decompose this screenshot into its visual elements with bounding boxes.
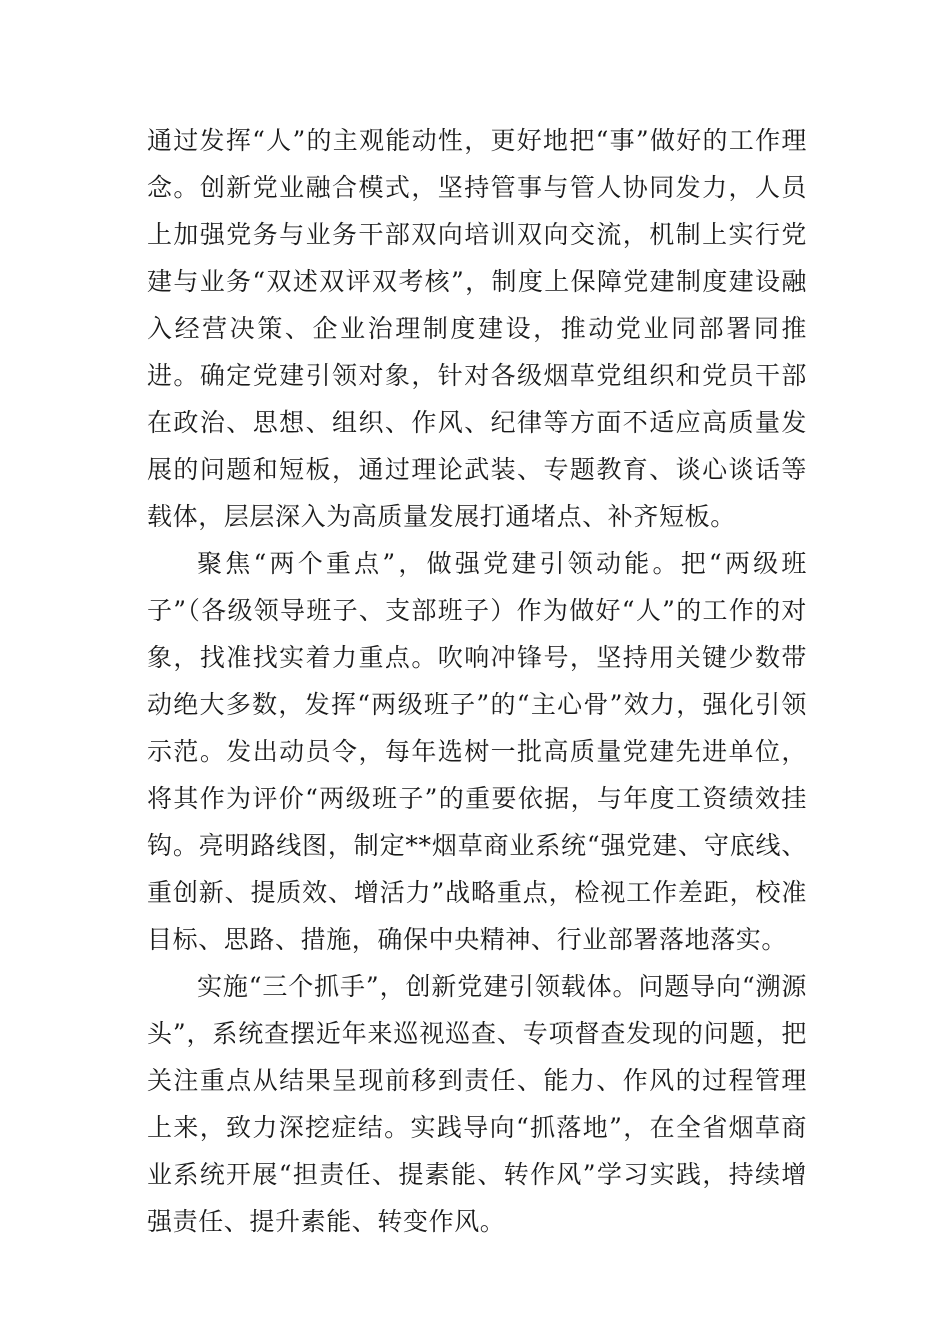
- paragraph-continuation: 通过发挥“人”的主观能动性，更好地把“事”做好的工作理念。创新党业融合模式，坚持管事与管人协同发力，人员上加强党务与业务干部双向培训双向交流，机制上实行党建与业务“双述双评双考核”，制度上保障党建制度建设融入经营决策、企业治理制度建设，推动党业同部署同推进。确定党建引领对象，针对各级烟草党组织和党员干部在政治、思想、组织、作风、纪律等方面不适应高质量发展的问题和短板，通过理论武装、专题教育、谈心谈话等载体，层层深入为高质量发展打通堵点、补齐短板。: [147, 126, 807, 531]
- document-body: [147, 117, 807, 1245]
- paragraph-three-handles: 实施“三个抓手”，创新党建引领载体。问题导向“溯源头”，系统查摆近年来巡视巡查、专项督查发现的问题，把关注重点从结果呈现前移到责任、能力、作风的过程管理上来，致力深挖症结。实践导向“抓落地”，在全省烟草商业系统开展“担责任、提素能、转作风”学习实践，持续增强责任、提升素能、转变作风。: [147, 972, 807, 1236]
- paragraph-two-focus: 聚焦“两个重点”，做强党建引领动能。把“两级班子”（各级领导班子、支部班子）作为做好“人”的工作的对象，找准找实着力重点。吹响冲锋号，坚持用关键少数带动绝大多数，发挥“两级班子”的“主心骨”效力，强化引领示范。发出动员令，每年选树一批高质量党建先进单位，将其作为评价“两级班子”的重要依据，与年度工资绩效挂钩。亮明路线图，制定**烟草商业系统“强党建、守底线、重创新、提质效、增活力”战略重点，检视工作差距，校准目标、思路、措施，确保中央精神、行业部署落地落实。: [147, 549, 807, 954]
